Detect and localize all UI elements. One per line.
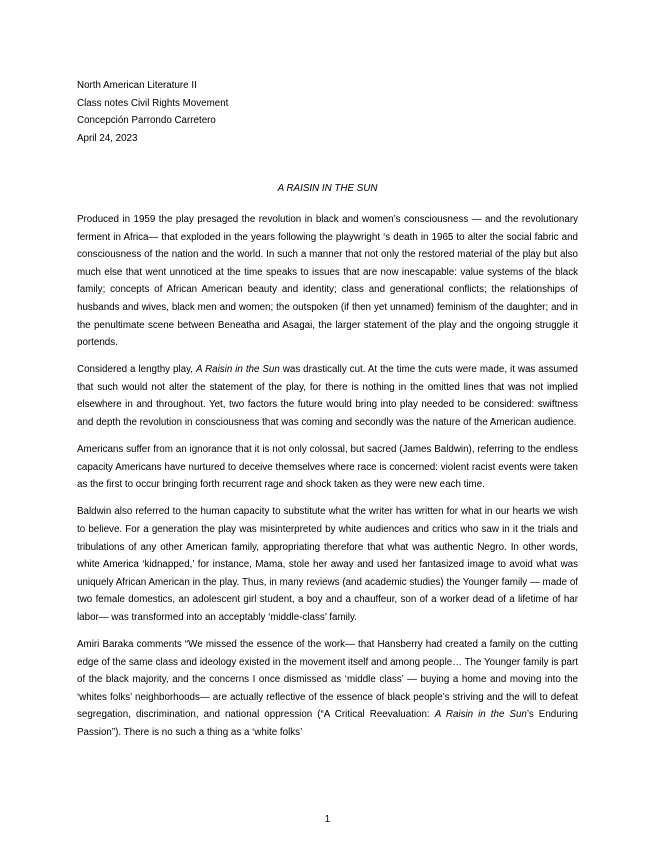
notes-title: Class notes Civil Rights Movement [77,97,229,109]
page-number: 1 [324,814,331,825]
document-header [77,77,578,147]
paragraph-2 [77,361,578,431]
paragraph-5-start: Amiri Baraka comments “We missed the essence of the work— that Hansberry had created a family on the cutting edge of the same class and ideology existed in the movement itself and among people… The Younger family is part of the black majority, and the concerns I once dismissed as ‘middle class’ — buying a home and moving into the ‘whites folks’ neighborhoods— are actually reflective of the essence of black people’s striving and the will to defeat segregation, discrimination, and national oppression (“A Critical Reevaluation: [77,639,578,721]
paragraph-1: Produced in 1959 the play presaged the revolution in black and women’s consciousness — and the revolutionary ferment in Africa— that exploded in the years following the playwright ‘s death in 1965 to alter the social fabric and consciousness of the nation and the world. In such a manner that not only the restored material of the play but also much else that went unnoticed at the time speaks to issues that are now inescapable: value systems of the black family; concepts of African American beauty and identity; class and generational conflicts; the relationships of husbands and wives, black men and women; the outspoken (if then yet unnamed) feminism of the daughter; and in the penultimate scene between Beneatha and Asagai, the larger statement of the play and the ongoing struggle it portends. [77,213,578,349]
author-name: Concepción Parrondo Carretero [77,115,216,127]
play-title-italic: A Raisin in the Sun [434,709,527,721]
course-name: North American Literature II [77,80,197,91]
essay-title: A RAISIN IN THE SUN [277,183,378,195]
paragraph-5-rest: ’s Enduring Passion”). There is no such a thing as a ‘white folks’ [77,709,578,738]
paragraph-3: Americans suffer from an ignorance that it is not only colossal, but sacred (James Baldwin), referring to the endless capacity Americans have nurtured to deceive themselves where race is concerned: violent racist events were taken as the first to occur bringing forth recurrent rage and shock taken as they were new each time. [77,444,578,491]
document-date: April 24, 2023 [77,132,138,144]
paragraph-2-rest: was drastically cut. At the time the cuts were made, it was assumed that such would not alter the statement of the play, for there is nothing in the omitted lines that was not implied elsewhere in and throughout. Yet, two factors the future would bring into play needed to be considered: swiftness and depth the revolution in consciousness that was coming and secondly was the nature of the American audience. [77,364,578,428]
paragraph-2-start: Considered a lengthy play, [77,364,196,376]
play-title-italic: A Raisin in the Sun [195,364,280,376]
paragraph-5 [77,636,578,742]
paragraph-4: Baldwin also referred to the human capacity to substitute what the writer has written for what in our hearts we wish to believe. For a generation the play was misinterpreted by white audiences and critics who saw in it the trials and tribulations of any other American family, appropriating therefore that what was authentic Negro. In other words, white America ‘kidnapped,’ for instance, Mama, stole her away and used her fantasized image to avoid what was uniquely African American in the play. Thus, in many reviews (and academic studies) the Younger family — made of two female domestics, an adolescent girl student, a boy and a chauffeur, son of a worker dead of a lifetime of har labor— was transformed into an acceptably ‘middle-class’ family. [77,506,578,623]
